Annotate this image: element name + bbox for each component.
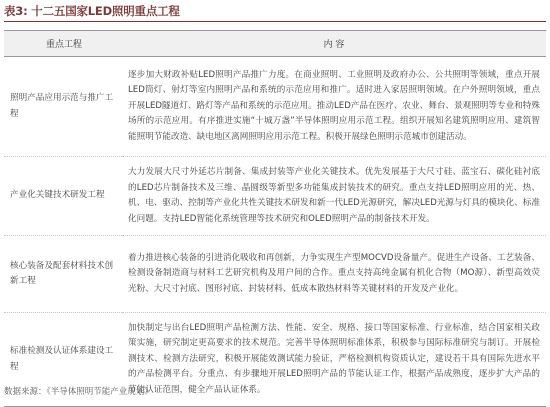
table-row (4, 236, 546, 313)
project-name: 标准检测及认证体系建设工程 (10, 346, 114, 372)
project-name: 核心装备及配套材料技术创新工程 (10, 260, 114, 286)
table-row (4, 57, 546, 157)
table-header-row (4, 31, 546, 57)
header-content: 内 容 (323, 40, 345, 50)
project-content: 着力推进核心装备的引进消化吸收和再创新，力争实现生产型MOCVD设备量产。促进生产设备、工艺装备、检测设备制造商与材料工艺研究机构及用户间的合作。重点支持高纯金属有机化合物（MO源）、新型高效荧光粉、大尺寸衬底、图形衬底、封装材料、低成本散热材料等关键材料的开发及产业化。 (128, 252, 540, 294)
title-divider (4, 21, 546, 22)
project-content: 大力发展大尺寸外延芯片制备、集成封装等产业化关键技术。优先发展基于大尺寸硅、蓝宝石、碳化硅衬底的LED芯片制备技术及三维、晶圆级等新型多功能集成封装技术的研究。重点支持LED照明应用的光、热、机、电、驱动、控制等产业化共性关键技术研发和新一代LED光源研究，解决LED光源与灯具的模块化、标准化问题。支持LED智能化系统管理等技术研究和OLED照明产品的制备技术开发。 (128, 167, 540, 224)
project-content: 加快制定与出台LED照明产品检测方法、性能、安全、规格、接口等国家标准、行业标准，结合国家相关政策实施，研究制定更高要求的技术规范。完善半导体照明标准体系，积极参与国际标准研究与制订。开展检测技术、检测方法研究，积极开展能效测试能力验证，严格检测机构资质认定，建设若干具有国际先进水平的产品检测平台。分重点、有步骤地开展LED照明产品的节能认证工作，根据产品成熟度，逐步扩大产品的节能认证范围，健全产品认证体系。 (128, 322, 540, 395)
table-title: 表3: 十二五国家LED照明重点工程 (4, 4, 180, 18)
project-name: 产业化关键技术研发工程 (10, 190, 105, 201)
project-content: 逐步加大财政补贴LED照明产品推广力度。在商业照明、工业照明及政府办公、公共照明等领域，重点开展LED筒灯、射灯等室内照明产品和系统的示范应用和推广。适时进入家居照明领域。在户外照明领域，重点开展LED隧道灯、路灯等产品和系统的示范应用。推动LED产品在医疗、农业、舞台、景观照明等专业和特殊场所的示范应用。有序推进实施“十城万盏”半导体照明应用示范工程。组织开展知名建筑照明应用、建筑智能照明节能改造、缺电地区离网照明应用示范工程。积极开展绿色照明示范城市创建活动。 (128, 69, 540, 142)
header-project: 重点工程 (45, 40, 82, 50)
table-row (4, 157, 546, 236)
data-source-note: 数据来源：《半导体照明节能产业规划》 (4, 387, 153, 397)
projects-table (4, 30, 546, 407)
project-name: 照明产品应用示范与推广工程 (10, 93, 114, 119)
